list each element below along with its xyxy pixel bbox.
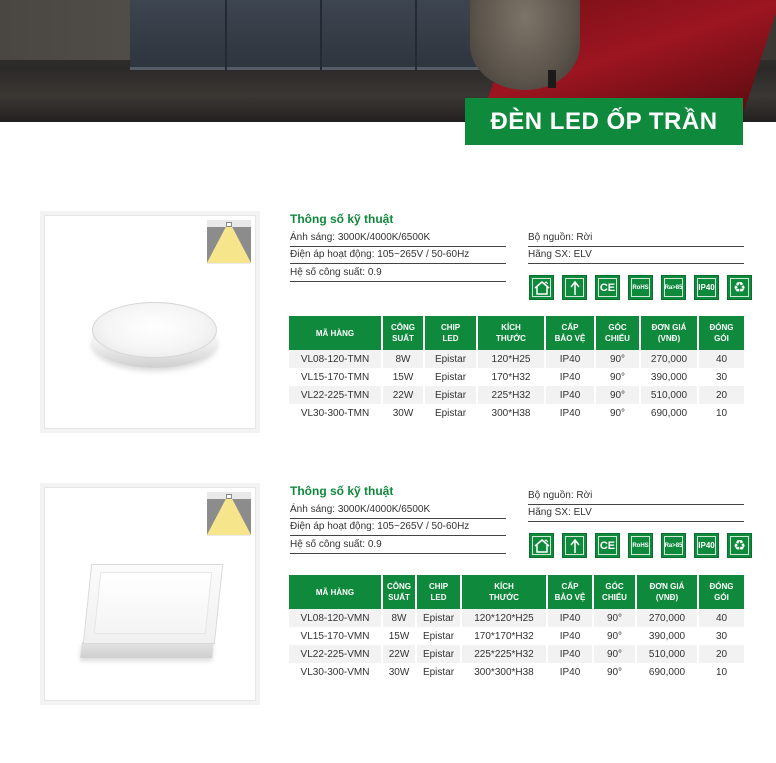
certification-row [529, 533, 752, 558]
spec-light: Ánh sáng: 3000K/4000K/6500K [290, 503, 506, 519]
spec-light: Ánh sáng: 3000K/4000K/6500K [290, 231, 506, 247]
recycle-icon: ♻ [727, 533, 752, 558]
spec-voltage: Điện áp hoạt động: 105~265V / 50-60Hz [290, 248, 506, 264]
table-row [289, 368, 744, 386]
cell-protection: IP40 [547, 609, 593, 627]
spec-driver: Bộ nguồn: Rời [528, 489, 744, 505]
header-price: ĐƠN GIÁ (VNĐ) [636, 575, 698, 609]
cell-pack: 40 [698, 609, 744, 627]
cell-angle: 90° [595, 404, 640, 422]
table-row [289, 645, 744, 663]
cell-power: 30W [382, 404, 424, 422]
beam-angle-icon [207, 220, 251, 264]
header-size: KÍCH THƯỚC [461, 575, 547, 609]
cell-angle: 90° [593, 609, 636, 627]
cell-code: VL22-225-VMN [289, 645, 382, 663]
cell-chip: Epistar [424, 386, 477, 404]
cell-protection: IP40 [547, 645, 593, 663]
cell-protection: IP40 [547, 627, 593, 645]
ce-mark-icon: CE [595, 275, 620, 300]
table-row [289, 609, 744, 627]
spec-manufacturer: Hãng SX: ELV [528, 506, 744, 522]
rohs-icon: RoHS [628, 275, 653, 300]
beam-angle-icon [207, 492, 251, 536]
cell-code: VL30-300-TMN [289, 404, 382, 422]
cell-protection: IP40 [547, 663, 593, 681]
header-angle: GÓC CHIẾU [595, 316, 640, 350]
table-row [289, 386, 744, 404]
cell-protection: IP40 [545, 386, 595, 404]
spec-power-factor: Hệ số công suất: 0.9 [290, 266, 506, 282]
cell-code: VL30-300-VMN [289, 663, 382, 681]
cell-angle: 90° [595, 368, 640, 386]
cell-protection: IP40 [545, 404, 595, 422]
cell-size: 170*170*H32 [461, 627, 547, 645]
header-chip: CHIP LED [424, 316, 477, 350]
header-protection: CẤP BẢO VỆ [545, 316, 595, 350]
cell-chip: Epistar [416, 627, 461, 645]
square-ceiling-lamp [81, 564, 223, 660]
spec-driver: Bộ nguồn: Rời [528, 231, 744, 247]
spec-power-factor: Hệ số công suất: 0.9 [290, 538, 506, 554]
hero-chair [470, 0, 580, 90]
header-code: MÃ HÀNG [289, 316, 382, 350]
cell-code: VL15-170-VMN [289, 627, 382, 645]
certification-row [529, 275, 752, 300]
product-table-square [289, 575, 744, 681]
arrow-up-icon [562, 275, 587, 300]
cell-protection: IP40 [545, 350, 595, 368]
table-header [289, 316, 744, 350]
cell-power: 22W [382, 645, 416, 663]
hero-cabinet [130, 0, 510, 70]
hero-chair-leg [548, 70, 556, 88]
table-row [289, 663, 744, 681]
spec-voltage: Điện áp hoạt động: 105~265V / 50-60Hz [290, 520, 506, 536]
header-power: CÔNG SUẤT [382, 575, 416, 609]
cell-power: 30W [382, 663, 416, 681]
recycle-icon: ♻ [727, 275, 752, 300]
cell-size: 120*120*H25 [461, 609, 547, 627]
house-icon [529, 275, 554, 300]
product-image-square [40, 483, 260, 705]
header-chip: CHIP LED [416, 575, 461, 609]
cell-code: VL15-170-TMN [289, 368, 382, 386]
cell-pack: 20 [698, 386, 744, 404]
cell-pack: 10 [698, 404, 744, 422]
cell-power: 8W [382, 609, 416, 627]
cell-size: 300*300*H38 [461, 663, 547, 681]
table-row [289, 350, 744, 368]
cell-angle: 90° [593, 645, 636, 663]
cell-angle: 90° [593, 627, 636, 645]
product-table-round [289, 316, 744, 422]
cell-chip: Epistar [424, 404, 477, 422]
house-icon [529, 533, 554, 558]
cell-price: 390,000 [636, 627, 698, 645]
header-angle: GÓC CHIẾU [593, 575, 636, 609]
cell-power: 15W [382, 368, 424, 386]
spec-title: Thông số kỹ thuật [290, 212, 394, 226]
cell-size: 225*H32 [477, 386, 545, 404]
header-pack: ĐÓNG GÓI [698, 316, 744, 350]
cell-pack: 20 [698, 645, 744, 663]
header-protection: CẤP BẢO VỆ [547, 575, 593, 609]
cell-size: 225*225*H32 [461, 645, 547, 663]
header-pack: ĐÓNG GÓI [698, 575, 744, 609]
ip40-icon: IP40 [694, 533, 719, 558]
cell-chip: Epistar [424, 368, 477, 386]
cell-price: 690,000 [636, 663, 698, 681]
cell-angle: 90° [595, 350, 640, 368]
cell-price: 510,000 [636, 645, 698, 663]
ra-index-icon: Ra>85 [661, 275, 686, 300]
spec-title: Thông số kỹ thuật [290, 484, 394, 498]
cell-power: 8W [382, 350, 424, 368]
cell-power: 22W [382, 386, 424, 404]
table-row [289, 404, 744, 422]
header-size: KÍCH THƯỚC [477, 316, 545, 350]
cell-price: 690,000 [640, 404, 698, 422]
cell-angle: 90° [593, 663, 636, 681]
cell-pack: 40 [698, 350, 744, 368]
cell-size: 300*H38 [477, 404, 545, 422]
cell-price: 390,000 [640, 368, 698, 386]
cell-price: 270,000 [636, 609, 698, 627]
ra-index-icon: Ra>85 [661, 533, 686, 558]
cell-code: VL08-120-VMN [289, 609, 382, 627]
header-code: MÃ HÀNG [289, 575, 382, 609]
cell-chip: Epistar [416, 645, 461, 663]
product-image-round [40, 211, 260, 433]
round-ceiling-lamp [92, 302, 217, 368]
cell-protection: IP40 [545, 368, 595, 386]
header-price: ĐƠN GIÁ (VNĐ) [640, 316, 698, 350]
ip40-icon: IP40 [694, 275, 719, 300]
cell-angle: 90° [595, 386, 640, 404]
cell-chip: Epistar [424, 350, 477, 368]
header-power: CÔNG SUẤT [382, 316, 424, 350]
cell-chip: Epistar [416, 663, 461, 681]
cell-size: 120*H25 [477, 350, 545, 368]
cell-size: 170*H32 [477, 368, 545, 386]
arrow-up-icon [562, 533, 587, 558]
cell-pack: 10 [698, 663, 744, 681]
table-row [289, 627, 744, 645]
table-header [289, 575, 744, 609]
cell-code: VL22-225-TMN [289, 386, 382, 404]
cell-price: 270,000 [640, 350, 698, 368]
cell-chip: Epistar [416, 609, 461, 627]
rohs-icon: RoHS [628, 533, 653, 558]
page-title: ĐÈN LED ỐP TRẦN [465, 98, 743, 145]
ce-mark-icon: CE [595, 533, 620, 558]
cell-code: VL08-120-TMN [289, 350, 382, 368]
cell-price: 510,000 [640, 386, 698, 404]
cell-pack: 30 [698, 627, 744, 645]
cell-power: 15W [382, 627, 416, 645]
cell-pack: 30 [698, 368, 744, 386]
spec-manufacturer: Hãng SX: ELV [528, 248, 744, 264]
